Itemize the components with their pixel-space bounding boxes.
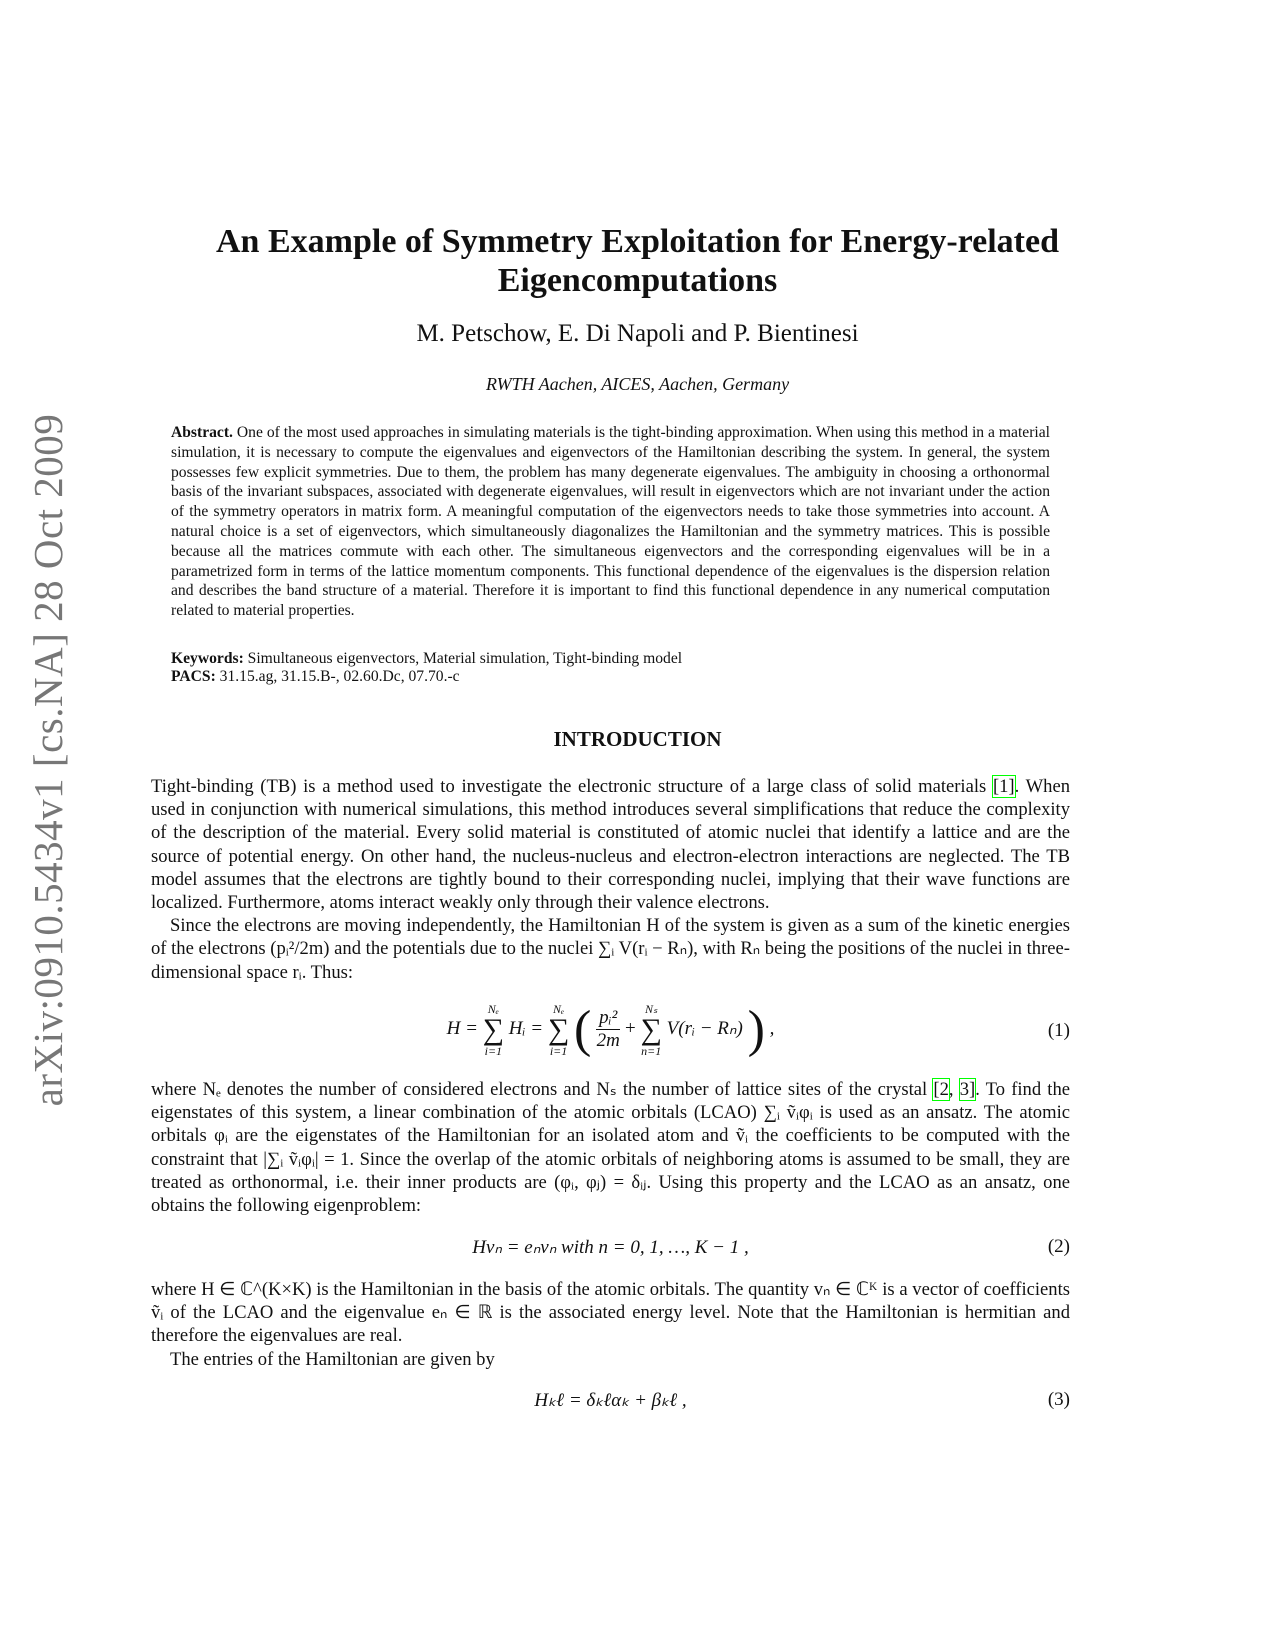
equation-number-3: (3) bbox=[1047, 1389, 1070, 1410]
citation-link[interactable]: 3] bbox=[959, 1079, 976, 1100]
section-heading: INTRODUCTION bbox=[553, 727, 722, 751]
eq1-lhs: H = bbox=[446, 1017, 478, 1039]
paragraph-text: . When used in conjunction with numerical simulations, this method introduces several simplifications that reduce the complexity of the description of the material. Every solid material is constituted of atomic nuclei that identify a lattice and are the source of potential energy. On other hand, the nucleus-nucleus and electron-electron interactions are neglected. The TB model assumes that the electrons are tightly bound to their corresponding nuclei, implying that their wave functions are localized. Furthermore, atoms interact weakly only through their valence electrons. bbox=[151, 776, 1071, 914]
abstract-text: One of the most used approaches in simulating materials is the tight-binding approximation. When using this method in a material simulation, it is necessary to compute the eigenvalues and eigenvectors of the Hamiltonian describing the system. In general, the system possesses few explicit symmetries. Due to them, the problem has many degenerate eigenvalues. The ambiguity in choosing a orthonormal basis of the invariant subspaces, associated with degenerate eigenvalues, will result in eigenvectors which are not invariant under the action of the symmetry operators in matrix form. A meaningful computation of the eigenvectors needs to take those symmetries into account. A natural choice is a set of eigenvectors, which simultaneously diagonalizes the Hamiltonian and the symmetry matrices. This is possible because all the matrices commute with each other. The simultaneous eigenvectors and the corresponding eigenvalues will be in a parametrized form in terms of the lattice momentum components. This functional dependence of the eigenvalues is the dispersion relation and describes the band structure of a material. Therefore it is important to find this functional dependence in any numerical computation related to material properties. bbox=[171, 424, 1050, 620]
citation-link[interactable]: [1] bbox=[992, 776, 1015, 797]
paragraph-text: where Nₑ denotes the number of considered electrons and Nₛ the number of lattice sites of the crystal bbox=[151, 1079, 934, 1100]
paragraph bbox=[151, 1278, 1070, 1348]
authors: M. Petschow, E. Di Napoli and P. Bientinesi bbox=[416, 320, 859, 347]
abstract bbox=[171, 423, 1050, 621]
eq1-upper3: Nₛ bbox=[644, 1001, 658, 1016]
paragraph bbox=[151, 1078, 1070, 1217]
equation-number-1: (1) bbox=[1047, 1020, 1070, 1041]
intro-paragraphs-4 bbox=[151, 1278, 1070, 1371]
affiliation: RWTH Aachen, AICES, Aachen, Germany bbox=[485, 374, 790, 394]
eq1-lower3: n=1 bbox=[641, 1043, 662, 1058]
eq1-potential: V(rᵢ − Rₙ) bbox=[666, 1017, 743, 1039]
eq1-upper2: Nₑ bbox=[552, 1001, 565, 1016]
equation-1: H = Nₑ ∑ i=1 Hᵢ = Nₑ ∑ i=1 ( $\frac{\text{pᵢ²}}{2m}$ + Nₛ ∑ n=1 V(rᵢ − Rₙ) ) , (1) bbox=[446, 1001, 1070, 1058]
paragraph-text: Since the electrons are moving independently, the Hamiltonian H of the system is given as a sum of the kinetic energies of the electrons (pᵢ²/2m) and the potentials due to the nuclei ∑ᵢ V(rᵢ − Rₙ), with Rₙ being the positions of the nuclei in three-dimensional space rᵢ. Thus: bbox=[151, 915, 1070, 983]
keywords-label: Keywords: bbox=[171, 650, 244, 667]
arxiv-identifier: arXiv:0910.5434v1 [cs.NA] 28 Oct 2009 bbox=[25, 413, 71, 1107]
paragraph-text: where H ∈ ℂ^(K×K) is the Hamiltonian in the basis of the atomic orbitals. The quantity vₙ ∈ ℂᴷ is a vector of coefficients ṽᵢ of the LCAO and the eigenvalue eₙ ∈ ℝ is the associated energy level. Note that the Hamiltonian is hermitian and therefore the eigenvalues are real. bbox=[151, 1279, 1070, 1347]
eq1-lower: i=1 bbox=[484, 1043, 503, 1058]
eq1-numerator: pᵢ² bbox=[596, 1007, 620, 1030]
citation-link[interactable]: [2 bbox=[933, 1079, 949, 1100]
eq3-text: Hₖℓ = δₖℓαₖ + βₖℓ , bbox=[534, 1390, 687, 1411]
eq1-upper: Nₑ bbox=[487, 1001, 499, 1016]
paragraph-text: Tight-binding (TB) is a method used to investigate the electronic structure of a large class of solid materials bbox=[151, 776, 993, 797]
eq1-lower2: i=1 bbox=[549, 1043, 568, 1058]
intro-paragraph-3 bbox=[151, 1078, 1070, 1217]
pacs-text: 31.15.ag, 31.15.B-, 02.60.Dc, 07.70.-c bbox=[215, 668, 460, 685]
intro-paragraphs-1 bbox=[151, 775, 1070, 984]
paragraph-text: . To find the eigenstates of this system, a linear combination of the atomic orbitals (LCAO) ∑ᵢ ṽᵢφᵢ is used as an ansatz. The atomic orbitals φᵢ are the eigenstates of the Hamiltonian for an isolated atom and ṽᵢ the coefficients to be computed with the constraint that |∑ᵢ ṽᵢφᵢ| = 1. Since the overlap of the atomic orbitals of neighboring atoms is assumed to be small, they are treated as orthonormal, i.e. their inner products are (φᵢ, φⱼ) = δᵢⱼ. Using this property and the LCAO as an ansatz, one obtains the following eigenproblem: bbox=[151, 1079, 1071, 1217]
paper-title: An Example of Symmetry Exploitation for Energy-related Eigencomputations bbox=[216, 223, 1059, 299]
eq1-hi: Hᵢ = bbox=[508, 1017, 544, 1039]
paragraph bbox=[151, 1348, 1070, 1371]
paragraph bbox=[151, 775, 1070, 914]
keywords-block bbox=[171, 650, 1050, 686]
abstract-label: Abstract. bbox=[171, 424, 233, 441]
eq2-text: Hvₙ = eₙvₙ with n = 0, 1, …, K − 1 , bbox=[472, 1237, 749, 1258]
eq1-denominator: 2m bbox=[596, 1030, 620, 1051]
keywords-text: Simultaneous eigenvectors, Material simulation, Tight-binding model bbox=[243, 650, 683, 667]
eq1-plus: + bbox=[625, 1017, 636, 1039]
pacs-label: PACS: bbox=[171, 668, 216, 685]
eq1-tail: , bbox=[769, 1017, 775, 1039]
equation-number-2: (2) bbox=[1047, 1236, 1070, 1257]
paragraph bbox=[151, 914, 1070, 984]
paragraph-text: The entries of the Hamiltonian are given by bbox=[170, 1348, 495, 1370]
paragraph-text: , bbox=[948, 1079, 960, 1100]
